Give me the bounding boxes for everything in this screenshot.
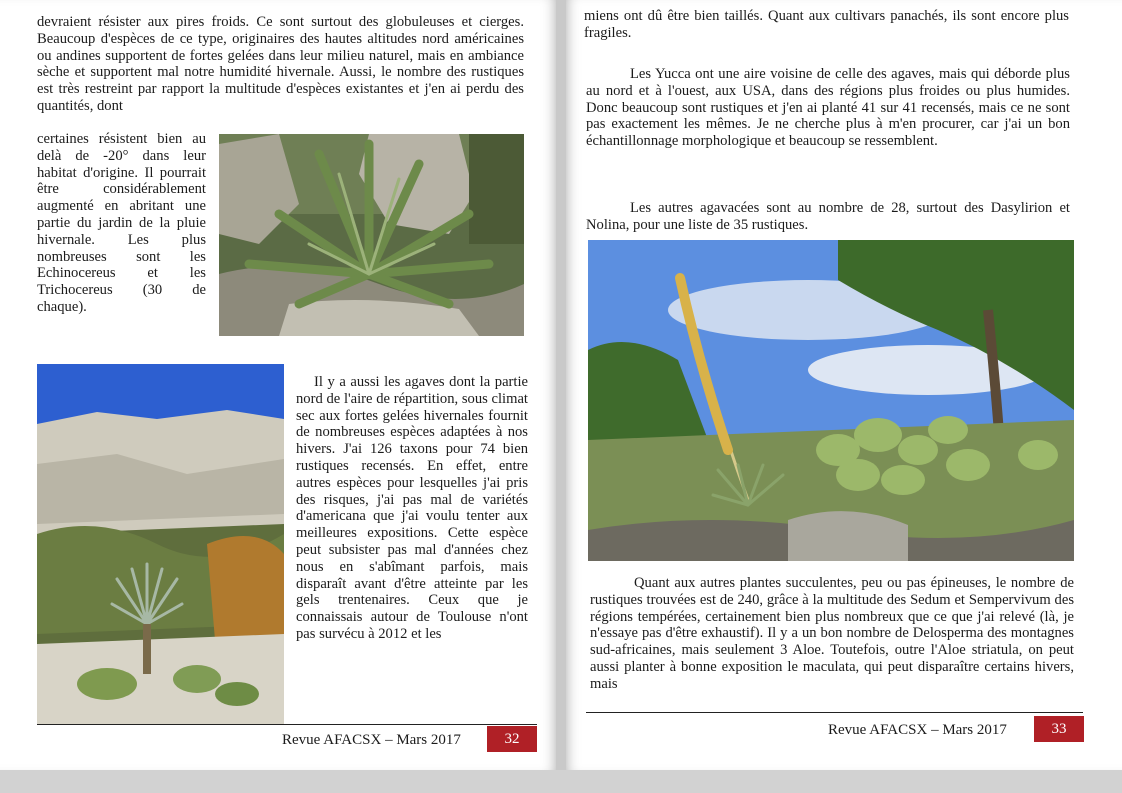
right-paragraph-4: Quant aux autres plantes succulentes, peu ou pas épineuses, le nombre de rustiques trouvées est de 240, grâce à la multitude des Sedum et Sempervivum des régions tempérées, certainement bien plus nombreux que ce que j'ai relevé (là, je n'essaye pas d'être exhaustif). Il y a un bon nombre de Delosperma des montagnes sud-africaines, mais seulement 3 Aloe. Toutefois, outre l'Aloe striatula, on peut aussi planter à bonne exposition le maculata, qui peut disparaître certains hivers, mais	[590, 575, 1074, 692]
left-page-number: 32	[487, 726, 537, 752]
right-footer-rule	[586, 712, 1083, 713]
left-paragraph-1-wrap: certaines résistent bien au delà de -20° dans leur habitat d'origine. Il pourrait être considérablement augmenté en abritant une partie du jardin de la pluie hivernale. Les plus nombreuses sont les Echinocereus et les Trichocereus (30 de chaque).	[37, 131, 206, 315]
agave-rockery-photo	[219, 134, 524, 336]
left-footer-title: Revue AFACSX – Mars 2017	[282, 732, 461, 748]
left-footer-rule	[37, 724, 537, 725]
right-paragraph-1: miens ont dû être bien taillés. Quant aux cultivars panachés, ils sont encore plus fragiles.	[584, 8, 1069, 41]
scan-background	[0, 770, 1122, 793]
left-paragraph-2: Il y a aussi les agaves dont la partie nord de l'aire de répartition, sous climat sec aux fortes gelées hivernales fournit de nombreuses espèces adaptées à nos hivers. J'ai 126 taxons pour 74 bien rustiques recensés. En effet, entre autres espèces pour lesquelles j'ai pris des risques, j'ai pas mal de variétés d'americana que j'ai voulu tenter aux meilleures expositions. Cette espèce peut subsister pas mal d'années chez nous en s'abîmant parfois, mais disparaît avant d'être atteinte par les gels trentenaires. Ceux que je connaissais autour de Toulouse n'ont pas survécu à 2012 et les	[296, 374, 528, 642]
left-paragraph-1: devraient résister aux pires froids. Ce sont surtout des globuleuses et cierges. Beaucoup d'espèces de ce type, originaires des hautes altitudes nord américaines ou andines supportent de fortes gelées dans leur milieu naturel, mais en ambiance sèche et supportent mal notre humidité hivernale. Aussi, le nombre des rustiques est très restreint par rapport la multitude d'espèces existantes et j'en ai perdu des quantités, dont	[37, 14, 524, 114]
right-page-number: 33	[1034, 716, 1084, 742]
right-paragraph-3: Les autres agavacées sont au nombre de 28, surtout des Dasylirion et Nolina, pour une liste de 35 rustiques.	[586, 200, 1070, 233]
book-gutter	[556, 0, 566, 770]
left-page	[0, 0, 556, 770]
right-page	[566, 0, 1122, 770]
agave-hillside-photo	[37, 364, 284, 724]
right-footer-title: Revue AFACSX – Mars 2017	[828, 722, 1007, 738]
right-paragraph-2: Les Yucca ont une aire voisine de celle des agaves, mais qui déborde plus au nord et à l'ouest, aux USA, dans des régions plus froides ou plus humides. Donc beaucoup sont rustiques et j'en ai planté 41 sur 41 recensés, mais ce ne sont pas exactement les mêmes. Je ne cherche plus à m'en procurer, car j'ai un bon échantillonnage morphologique et beaucoup se ressemblent.	[586, 66, 1070, 150]
yucca-opuntia-garden-photo	[588, 240, 1074, 561]
